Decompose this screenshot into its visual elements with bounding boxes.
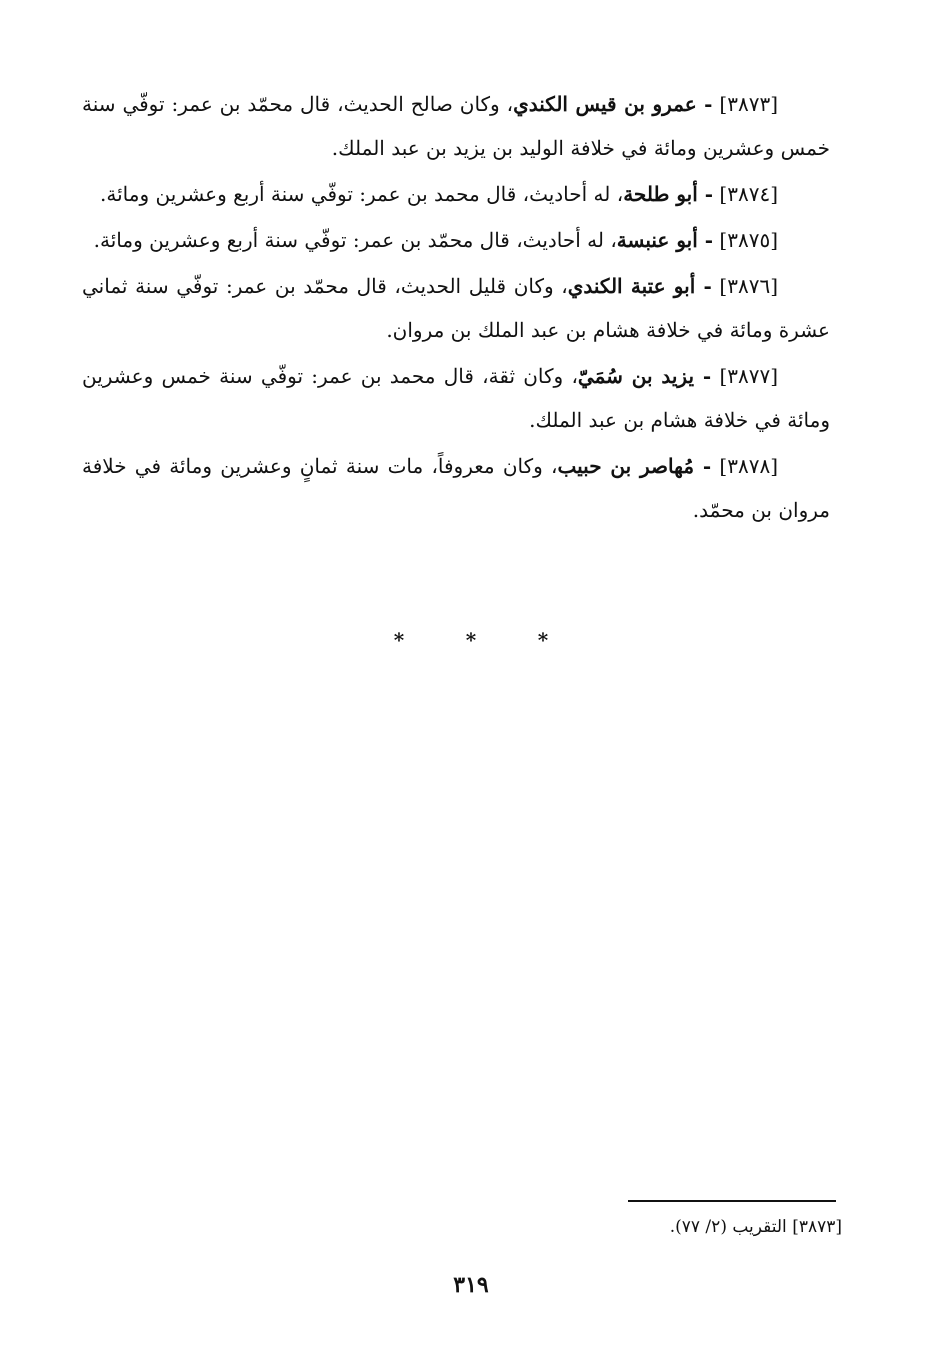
- entry-name: - أبو عتبة الكندي: [567, 274, 712, 298]
- entry-name: - مُهاصر بن حبيب: [557, 454, 712, 478]
- entry-number: [٣٨٧٨]: [719, 454, 779, 478]
- entry-text: ، له أحاديث، قال محمّد بن عمر: توفّي سنة أربع وعشرين ومائة.: [93, 228, 617, 252]
- entry-text: ، وكان ثقة، قال محمد بن عمر: توفّي سنة خمس وعشرين ومائة في خلافة هشام بن عبد الملك.: [82, 364, 830, 432]
- entries-list: [82, 82, 830, 534]
- entry-number: [٣٨٧٧]: [719, 364, 779, 388]
- entry-3877: [82, 354, 830, 442]
- footnote: [٣٨٧٣] التقريب (٢/ ٧٧).: [669, 1217, 842, 1237]
- entry-3874: [82, 172, 830, 216]
- entry-name: - يزيد بن سُمَيّ: [577, 364, 712, 388]
- page-number: ٣١٩: [453, 1272, 489, 1298]
- entry-name: - أبو عنبسة: [616, 228, 714, 252]
- entry-name: - أبو طلحة: [623, 182, 714, 206]
- entry-name: - عمرو بن قيس الكندي: [513, 92, 713, 116]
- entry-number: [٣٨٧٦]: [719, 274, 778, 298]
- entry-text: ، وكان معروفاً، مات سنة ثمانٍ وعشرين ومائة في خلافة مروان بن محمّد.: [82, 454, 830, 522]
- entry-text: ، له أحاديث، قال محمد بن عمر: توفّي سنة أربع وعشرين ومائة.: [100, 182, 624, 206]
- separator-star-icon: *: [465, 628, 477, 652]
- entry-text: ، وكان قليل الحديث، قال محمّد بن عمر: توفّي سنة ثماني عشرة ومائة في خلافة هشام بن عبد الملك بن مروان.: [82, 274, 830, 342]
- entry-text: ، وكان صالح الحديث، قال محمّد بن عمر: توفّي سنة خمس وعشرين ومائة في خلافة الوليد بن يزيد بن عبد الملك.: [82, 92, 830, 160]
- entry-number: [٣٨٧٤]: [719, 182, 778, 206]
- entry-3873: [82, 82, 830, 170]
- entry-3875: [82, 218, 830, 262]
- section-separator: [0, 628, 942, 652]
- entry-number: [٣٨٧٥]: [719, 228, 778, 252]
- entry-3876: [82, 264, 830, 352]
- entry-3878: [82, 444, 830, 532]
- footnote-rule: [628, 1200, 836, 1202]
- entry-number: [٣٨٧٣]: [719, 92, 779, 116]
- separator-star-icon: *: [393, 628, 405, 652]
- separator-star-icon: *: [537, 628, 549, 652]
